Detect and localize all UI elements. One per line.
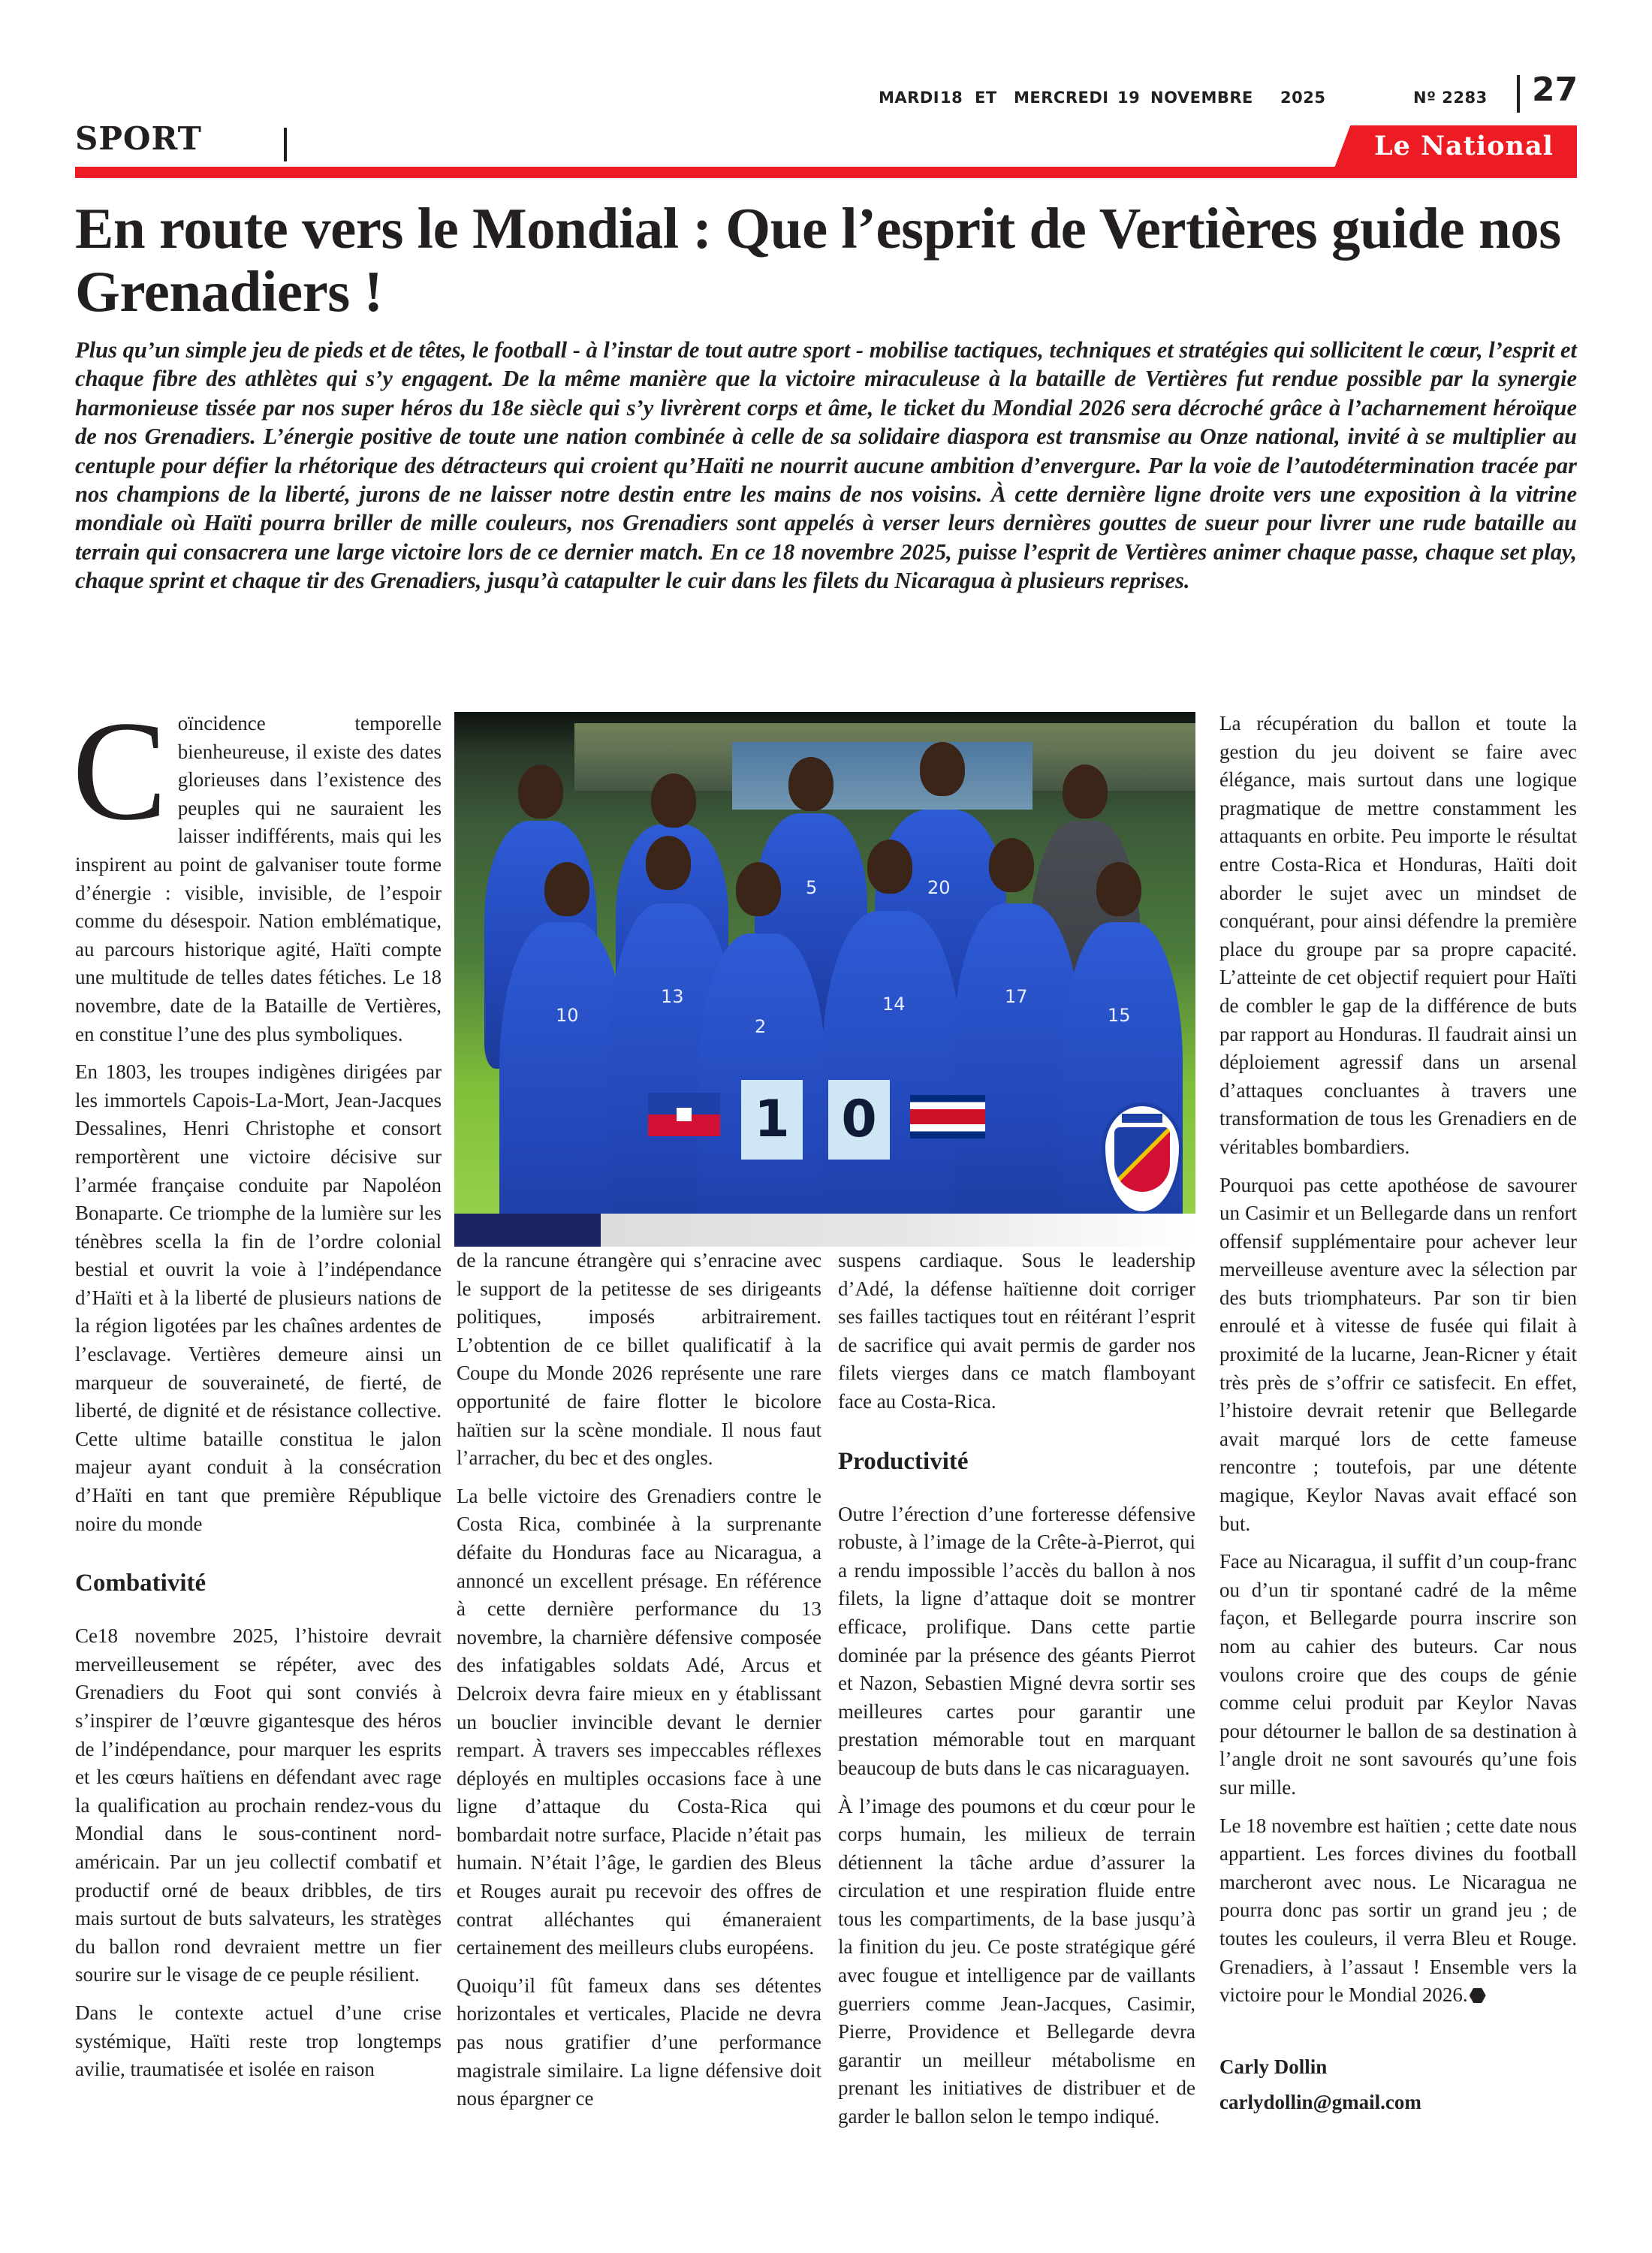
costa-rica-flag-icon (910, 1095, 985, 1139)
column-1 (72, 692, 442, 2094)
column-3 (838, 1247, 1195, 2141)
stadium-window (732, 742, 1032, 810)
player-head (920, 742, 965, 796)
jersey-number: 2 (755, 1016, 767, 1037)
subheading-productivite: Productivité (838, 1447, 969, 1475)
player-head (736, 862, 781, 916)
end-of-article-icon (1470, 1988, 1486, 2003)
player-head (651, 774, 696, 828)
paragraph: de la rancune étrangère qui s’enracine avec le support de la petitesse de ses dirigeants politiques, imposés arbitrairement. L’obtention de ce billet qualificatif à la Coupe du Monde 2026 représente une rare opportunité de faire flotter le bicolore haïtien sur la scène mondiale. Il nous faut l’arracher, du bec et des ongles. (457, 1249, 821, 1470)
player-head (544, 862, 589, 916)
score-home: 1 (741, 1080, 803, 1160)
player-head (989, 838, 1034, 892)
paragraph-closing (1219, 1812, 1577, 2010)
date-weekday-1: MARDI (879, 89, 940, 107)
brand-name: Le National (1374, 131, 1554, 161)
jersey-number: 14 (882, 994, 906, 1015)
date-month: NOVEMBRE (1150, 89, 1253, 107)
player-head (518, 765, 563, 819)
date-conjunction: ET (975, 89, 997, 107)
paragraph: La récupération du ballon et toute la gestion du jeu doivent se faire avec élégance, mais surtout dans une logique pragmatique de mettre constamment les attaquants en orbite. Peu importe le résultat entre Costa-Rica et Honduras, Haïti doit aborder le sujet avec un mindset de conquérant, pour ainsi défendre la première place du groupe par sa propre capacité. L’atteinte de cet objectif requiert pour Haïti de combler le gap de la différence de buts par rapport au Honduras. Il faudrait ainsi un déploiement agressif dans un arsenal d’attaques concluantes à travers une transformation de tous les Grenadiers en de véritables bombardiers. (1219, 712, 1577, 1158)
jersey-number: 15 (1108, 1005, 1131, 1026)
paragraph: La belle victoire des Grenadiers contre le Costa Rica, combinée à la surprenante défaite du Honduras face au Nicaragua, a annoncé un excellent présage. En référence à cette dernière performance du 13 novembre, la charnière défensive composée des infatigables soldats Adé, Arcus et Delcroix devra faire mieux en y établissant un bouclier invincible devant le dernier rempart. À travers ses impeccables réflexes déployés en multiples occasions face à une ligne d’attaque du Costa-Rica qui bombardait notre surface, Placide n’était pas humain. N’était l’âge, le gardien des Bleus et Rouges aurait pu recevoir des offres de contrat alléchantes qui émaneraient certainement des meilleurs clubs européens. (457, 1484, 821, 1959)
article-lede: Plus qu’un simple jeu de pieds et de têtes, le football - à l’instar de tout autre sport - mobilise tactiques, techniques et stratégies qui sollicitent le cœur, l’esprit et chaque fibre des athlètes qui s’y engagent. De la même manière que la victoire miraculeuse à la bataille de Vertières fut rendue possible par la synergie harmonieuse tissée par nos super héros du 18e siècle qui s’y livrèrent corps et âme, le ticket du Mondial 2026 sera décroché grâce à l’acharnement héroïque de nos Grenadiers. L’énergie positive de toute une nation combinée à celle de sa solidaire diaspora est transmise au Onze national, invité à se multiplier au centuple pour défier la rhétorique des détracteurs qui croient qu’Haïti ne nourrit aucune ambition d’envergure. Par la voie de l’autodétermination tracée par nos champions de la liberté, jurons de ne laisser notre destin entre les mains de nos voisins. À cette dernière ligne droite vers une exposition à la vitrine mondiale où Haïti pourra briller de mille couleurs, nos Grenadiers sont appelés à verser leurs dernières gouttes de sueur pour livrer une rude bataille au terrain qui consacrera une large victoire lors de ce dernier match. En ce 18 novembre 2025, puisse l’esprit de Vertières animer chaque passe, chaque set play, chaque sprint et chaque tir des Grenadiers, jusqu’à catapulter le cuir dans les filets du Nicaragua à plusieurs reprises. (75, 337, 1577, 594)
page-number-divider (1517, 75, 1520, 113)
column-2 (457, 1247, 821, 2123)
paragraph: À l’image des poumons et du cœur pour le corps humain, les milieux de terrain détiennent la tâche ardue d’assurer la circulation et une respiration fluide entre tous les compartiments, de la base jusqu’à la finition du jeu. Ce poste stratégique géré avec fougue et intelligence par de vaillants guerriers comme Jean-Jacques, Casimir, Pierre, Providence et Bellegarde devra garantir un meilleur métabolisme en prenant les initiatives de distribuer et de garder le ballon selon le tempo indiqué. (838, 1794, 1195, 2128)
paragraph: Dans le contexte actuel d’une crise systémique, Haïti reste trop longtemps avilie, traumatisée et isolée en raison (75, 2001, 442, 2081)
paragraph: Outre l’érection d’une forteresse défensive robuste, à l’image de la Crête-à-Pierrot, qui a rendu impossible l’accès du ballon à nos filets, la ligne d’attaque doit se montrer efficace, prolifique. Dans cette partie dominée par la présence des géants Pierrot et Nazon, Sebastien Migné devra sortir ses meilleures cartes pour garantir une prestation mémorable tout en marquant beaucoup de buts dans le cas nicaraguayen. (838, 1502, 1195, 1779)
paragraph: En 1803, les troupes indigènes dirigées par les immortels Capois-La-Mort, Jean-Jacques Dessalines, Henri Christophe et consort remportèrent une victoire décisive sur l’armée française conduite par Napoléon Bonaparte. Ce triomphe de la lumière sur les ténèbres scella la fin de l’ordre colonial bestial et ouvrit la voie à l’indépendance d’Haïti et à la liberté de plusieurs nations de la région ligotées par les chaînes ardentes de l’esclavage. Vertières demeure ainsi un marqueur de souveraineté, de fierté, de liberté, de dignité et de résistance collective. Cette ultime bataille constitua le jalon majeur ayant conduit à la consécration d’Haïti en tant que première République noire du monde (75, 1060, 442, 1535)
paragraph-intro (72, 692, 442, 1048)
paragraph: Pourquoi pas cette apothéose de savourer un Casimir et un Bellegarde dans un renfort offensif supplémentaire pour achever leur merveilleuse aventure avec la sélection par des buts triomphateurs. Par son tir bien enroulé et à vitesse de fusée qui filait à proximité de la lucarne, Jean-Ricner y était très près de s’offrir ce satisfecit. En effet, l’histoire devrait retenir que Bellegarde avait marqué lors de cette fameuse rencontre ; toutefois, par une détente magique, Keylor Navas avait effacé son but. (1219, 1173, 1577, 1535)
haiti-flag-icon (648, 1093, 720, 1136)
player-figure (822, 911, 961, 1247)
author-name: Carly Dollin (1219, 2055, 1328, 2078)
article-headline: En route vers le Mondial : Que l’esprit de Vertières guide nos Grenadiers ! (75, 196, 1561, 324)
page-number: 27 (1532, 71, 1578, 109)
date-day-2: 19 (1117, 89, 1141, 107)
player-head (867, 840, 912, 894)
drop-cap: C (72, 692, 167, 850)
score-away: 0 (828, 1080, 890, 1160)
paragraph: Quoiqu’il fût fameux dans ses détentes horizontales et verticales, Placide ne devra pas nous gratifier d’une performance magistrale similaire. La ligne défensive doit nous épargner ce (457, 1974, 821, 2110)
jersey-number: 13 (661, 986, 684, 1007)
paragraph-intro-text: oïncidence temporelle bienheureuse, il existe des dates glorieuses dans l’existence des peuples qui ne sauraient les laisser indifférents, mais qui les inspirent au point de galvaniser toute forme d’énergie : visible, invisible, de l’espoir comme du désespoir. Nation emblématique, au parcours historique agité, Haïti compte une multitude de telles dates fétiches. Le 18 novembre, date de la Bataille de Vertières, en constitue l’une des plus symboliques. (75, 712, 442, 1045)
jersey-number: 20 (927, 877, 951, 898)
date-year: 2025 (1280, 89, 1326, 107)
player-head (1063, 765, 1108, 819)
jersey-number: 5 (806, 877, 818, 898)
player-head (788, 757, 834, 811)
issue-number: Nº 2283 (1413, 89, 1488, 107)
section-label: SPORT (75, 120, 202, 157)
column-4 (1219, 710, 1577, 2116)
date-day-1: 18 (940, 89, 963, 107)
date-weekday-2: MERCREDI (1014, 89, 1109, 107)
team-photo (454, 712, 1195, 1247)
jersey-number: 10 (556, 1005, 579, 1026)
player-head (1096, 862, 1141, 916)
player-head (646, 836, 691, 890)
author-email[interactable]: carlydollin@gmail.com (1219, 2090, 1421, 2113)
paragraph: Ce18 novembre 2025, l’histoire devrait merveilleusement se répéter, avec des Grenadiers du Foot qui sont conviés à s’inspirer de l’œuvre gigantesque des héros de l’indépendance, pour marquer les esprits et les cœurs haïtiens en défendant avec rage la qualification au prochain rendez-vous du Mondial dans le sous-continent nord-américain. Par un jeu collectif combatif et productif orné de beaux dribbles, de tirs mais surtout de buts salvateurs, les stratèges du ballon rond devraient mettre un fier sourire sur le visage de ce peuple résilient. (75, 1624, 442, 1986)
photo-caption-accent (454, 1214, 601, 1247)
paragraph-closing-text: Le 18 novembre est haïtien ; cette date nous appartient. Les forces divines du football marcheront avec nous. Le Nicaragua ne pourra donc pas sortir un grand jeu ; de toutes les couleurs, il verra Bleu et Rouge. Grenadiers, à l’assaut ! Ensemble vers la victoire pour le Mondial 2026. (1219, 1814, 1577, 2007)
subheading-combativite: Combativité (75, 1570, 206, 1597)
paragraph: suspens cardiaque. Sous le leadership d’Adé, la défense haïtienne doit corriger ses failles tactiques tout en réitérant l’esprit de sacrifice qui avait permis de garder nos filets vierges dans ce match flamboyant face au Costa-Rica. (838, 1249, 1195, 1413)
section-divider (284, 128, 287, 161)
jersey-number: 17 (1005, 986, 1028, 1007)
paragraph: Face au Nicaragua, il suffit d’un coup-franc ou d’un tir spontané cadré de la même façon, et Bellegarde pourra inscrire son nom au cahier des buteurs. Car nous voulons croire que des coups de génie comme celui produit par Keylor Navas pour détourner le ballon de sa destination à l’angle droit ne sont savourés qu’une fois sur mille. (1219, 1550, 1577, 1799)
issue-date-line (879, 75, 1488, 107)
